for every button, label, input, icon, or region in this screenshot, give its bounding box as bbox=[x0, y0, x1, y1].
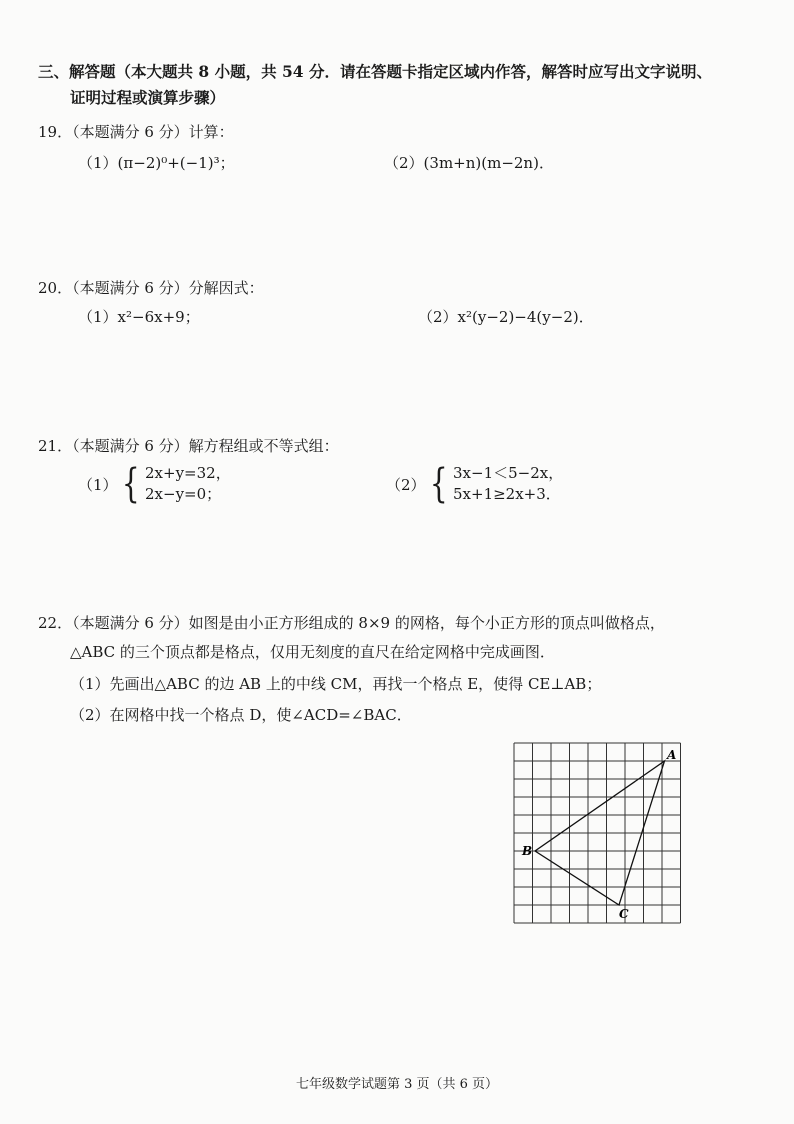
q20-title: 20．（本题满分 6 分）分解因式： bbox=[38, 279, 264, 297]
section-header: 三、解答题（本大题共 8 小题，共 54 分．请在答题卡指定区域内作答，解答时应写出文字说明、 bbox=[38, 62, 712, 81]
q19-part2: （2）(3m+n)(m−2n)． bbox=[384, 154, 554, 172]
q20-part2: （2）x²(y−2)−4(y−2)． bbox=[418, 308, 594, 326]
q22-line2: △ABC 的三个顶点都是格点，仅用无刻度的直尺在给定网格中完成画图． bbox=[70, 643, 555, 661]
grid-figure bbox=[505, 735, 695, 935]
q21-part2 bbox=[386, 463, 563, 505]
q21-part2-label: （2） bbox=[386, 475, 426, 494]
q21-part2-ineq2: 5x+1≥2x+3． bbox=[453, 485, 561, 503]
vertex-label-a: A bbox=[667, 748, 677, 762]
grid-lines bbox=[514, 743, 681, 923]
brace-icon: { bbox=[429, 461, 448, 507]
vertex-label-b: B bbox=[522, 844, 533, 858]
section-header-line2: 证明过程或演算步骤） bbox=[70, 88, 226, 107]
vertex-label-c: C bbox=[619, 907, 629, 921]
brace-icon: { bbox=[121, 461, 140, 507]
q22-part2: （2）在网格中找一个格点 D，使∠ACD=∠BAC． bbox=[70, 706, 412, 724]
q22-part1: （1）先画出△ABC 的边 AB 上的中线 CM，再找一个格点 E，使得 CE⊥AB； bbox=[70, 675, 602, 693]
q21-part1-eq1: 2x+y=32， bbox=[145, 464, 231, 482]
q20-part1: （1）x²−6x+9； bbox=[78, 308, 200, 326]
q21-part2-ineq1: 3x−1＜5−2x， bbox=[453, 464, 564, 482]
q21-title: 21．（本题满分 6 分）解方程组或不等式组： bbox=[38, 437, 339, 455]
q21-part1-eq2: 2x−y=0； bbox=[145, 485, 222, 503]
q19-title: 19．（本题满分 6 分）计算： bbox=[38, 123, 234, 141]
q21-part1-label: （1） bbox=[78, 475, 118, 494]
q22-line1: 22．（本题满分 6 分）如图是由小正方形组成的 8×9 的网格，每个小正方形的顶点叫做格点， bbox=[38, 614, 665, 632]
page-footer: 七年级数学试题第 3 页（共 6 页） bbox=[295, 1077, 499, 1092]
q19-part1: （1）(π−2)⁰+(−1)³； bbox=[78, 154, 235, 172]
q21-part1 bbox=[78, 463, 231, 505]
